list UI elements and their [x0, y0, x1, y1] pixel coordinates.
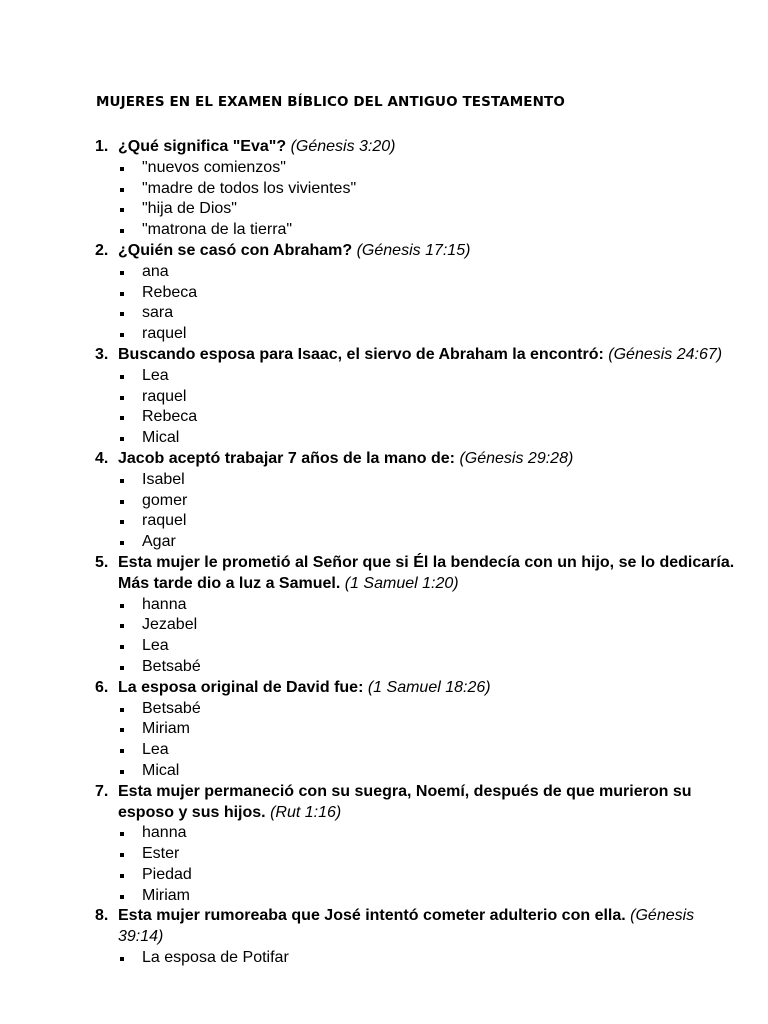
- option-label: ana: [142, 262, 169, 280]
- bullet-icon: [120, 500, 124, 504]
- bullet-icon: [120, 832, 124, 836]
- question-text: La esposa original de David fue:: [118, 678, 364, 696]
- option-item: [118, 262, 735, 283]
- option-item: [118, 511, 735, 532]
- option-item: [118, 865, 735, 886]
- option-item: [118, 699, 735, 720]
- option-label: hanna: [142, 595, 187, 613]
- option-item: [118, 407, 735, 428]
- bullet-icon: [120, 749, 124, 753]
- question-number: 4.: [95, 449, 109, 467]
- option-item: [118, 844, 735, 865]
- bullet-icon: [120, 874, 124, 878]
- option-list: [118, 158, 735, 241]
- question-reference: (Génesis 17:15): [356, 241, 471, 259]
- option-item: [118, 158, 735, 179]
- question-number: 2.: [95, 241, 109, 259]
- bullet-icon: [120, 624, 124, 628]
- option-label: Betsabé: [142, 657, 201, 675]
- option-label: Miriam: [142, 886, 190, 904]
- option-item: [118, 886, 735, 907]
- option-label: Piedad: [142, 865, 192, 883]
- question-text: Esta mujer le prometió al Señor que si Él la bendecía con un hijo, se lo dedicaría. Más tarde dio a luz a Samuel.: [118, 553, 735, 592]
- bullet-icon: [120, 292, 124, 296]
- option-label: Isabel: [142, 470, 185, 488]
- option-item: [118, 761, 735, 782]
- option-item: [118, 387, 735, 408]
- question-number: 3.: [95, 345, 109, 363]
- bullet-icon: [120, 895, 124, 899]
- option-item: [118, 283, 735, 304]
- option-item: [118, 740, 735, 761]
- bullet-icon: [120, 188, 124, 192]
- bullet-icon: [120, 479, 124, 483]
- bullet-icon: [120, 437, 124, 441]
- question-text: Buscando esposa para Isaac, el siervo de Abraham la encontró:: [118, 345, 604, 363]
- option-item: [118, 491, 735, 512]
- option-label: Jezabel: [142, 616, 198, 634]
- option-item: [118, 179, 735, 200]
- option-item: [118, 719, 735, 740]
- bullet-icon: [120, 208, 124, 212]
- option-item: [118, 324, 735, 345]
- option-list: [118, 470, 735, 553]
- option-list: [118, 595, 735, 678]
- question-text: Esta mujer permaneció con su suegra, Noemí, después de que murieron su esposo y sus hijos.: [118, 782, 692, 821]
- question-4: [95, 449, 735, 553]
- option-label: "nuevos comienzos": [142, 158, 286, 176]
- question-reference: (Génesis 39:14): [118, 907, 695, 946]
- option-label: sara: [142, 304, 174, 322]
- option-item: [118, 303, 735, 324]
- option-label: Rebeca: [142, 283, 198, 301]
- question-reference: (1 Samuel 18:26): [367, 678, 491, 696]
- option-label: gomer: [142, 491, 188, 509]
- question-reference: (Génesis 24:67): [608, 345, 723, 363]
- bullet-icon: [120, 271, 124, 275]
- question-text: Esta mujer rumoreaba que José intentó cometer adulterio con ella.: [118, 907, 626, 925]
- question-reference: (Rut 1:16): [270, 803, 342, 821]
- bullet-icon: [120, 396, 124, 400]
- option-label: hanna: [142, 824, 187, 842]
- option-label: Rebeca: [142, 408, 198, 426]
- option-label: "madre de todos los vivientes": [142, 179, 357, 197]
- bullet-icon: [120, 708, 124, 712]
- option-item: [118, 595, 735, 616]
- option-item: [118, 428, 735, 449]
- question-text: ¿Qué significa "Eva"?: [118, 138, 287, 155]
- question-text: ¿Quién se casó con Abraham?: [118, 241, 353, 259]
- question-number: 1.: [95, 138, 109, 155]
- bullet-icon: [120, 604, 124, 608]
- option-item: [118, 532, 735, 553]
- option-label: Mical: [142, 761, 180, 779]
- option-label: Betsabé: [142, 699, 201, 717]
- bullet-icon: [120, 666, 124, 670]
- question-text: Jacob aceptó trabajar 7 años de la mano de:: [118, 449, 455, 467]
- bullet-icon: [120, 957, 124, 961]
- question-reference: (Génesis 3:20): [290, 138, 396, 155]
- question-number: 7.: [95, 782, 109, 800]
- option-item: [118, 470, 735, 491]
- bullet-icon: [120, 167, 124, 171]
- option-label: "hija de Dios": [142, 200, 237, 218]
- question-5: [95, 553, 735, 678]
- option-label: Ester: [142, 845, 180, 863]
- option-item: [118, 199, 735, 220]
- option-label: Agar: [142, 533, 176, 551]
- bullet-icon: [120, 375, 124, 379]
- option-item: [118, 823, 735, 844]
- bullet-icon: [120, 520, 124, 524]
- question-3: [95, 345, 735, 449]
- option-list: [118, 699, 735, 782]
- bullet-icon: [120, 645, 124, 649]
- bullet-icon: [120, 312, 124, 316]
- question-6: [95, 678, 735, 782]
- option-label: Lea: [142, 637, 169, 655]
- option-item: [118, 636, 735, 657]
- question-reference: (Génesis 29:28): [459, 449, 574, 467]
- option-item: [118, 615, 735, 636]
- question-2: [95, 241, 735, 345]
- option-list: [118, 262, 735, 345]
- option-label: Lea: [142, 741, 169, 759]
- question-7: [95, 782, 735, 907]
- question-1: [95, 137, 735, 241]
- bullet-icon: [120, 229, 124, 233]
- option-label: Miriam: [142, 720, 190, 738]
- question-8: [95, 906, 735, 968]
- question-number: 6.: [95, 678, 109, 696]
- option-label: Lea: [142, 366, 169, 384]
- option-label: raquel: [142, 387, 187, 405]
- option-item: [118, 220, 735, 241]
- option-item: [118, 948, 735, 969]
- option-list: [118, 948, 735, 969]
- option-label: raquel: [142, 325, 187, 343]
- bullet-icon: [120, 416, 124, 420]
- question-number: 8.: [95, 907, 109, 925]
- bullet-icon: [120, 728, 124, 732]
- question-reference: (1 Samuel 1:20): [344, 574, 459, 592]
- option-label: Mical: [142, 429, 180, 447]
- document-title: MUJERES EN EL EXAMEN BÍBLICO DEL ANTIGUO TESTAMENTO: [96, 94, 565, 110]
- option-label: raquel: [142, 512, 187, 530]
- option-label: La esposa de Potifar: [142, 949, 289, 967]
- bullet-icon: [120, 770, 124, 774]
- option-item: [118, 366, 735, 387]
- bullet-icon: [120, 853, 124, 857]
- option-list: [118, 366, 735, 449]
- question-list: [95, 137, 735, 969]
- option-item: [118, 657, 735, 678]
- bullet-icon: [120, 333, 124, 337]
- option-list: [118, 823, 735, 906]
- question-number: 5.: [95, 553, 109, 571]
- bullet-icon: [120, 541, 124, 545]
- option-label: "matrona de la tierra": [142, 221, 293, 239]
